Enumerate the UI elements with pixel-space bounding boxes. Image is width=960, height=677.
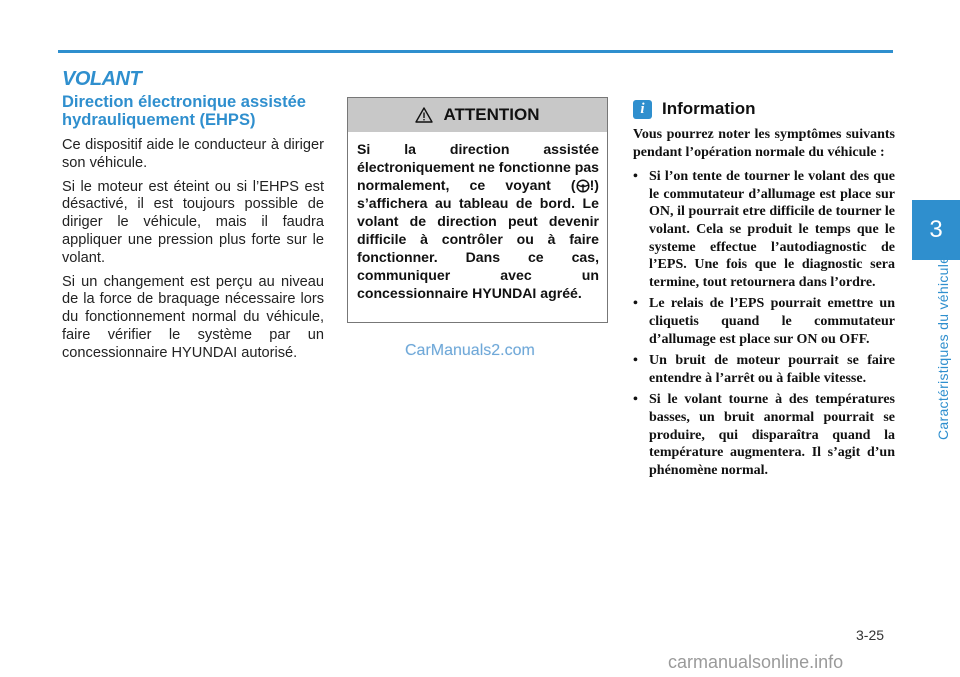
paragraph: Si le moteur est éteint ou si l’EHPS est désactivé, il est toujours possible de diriger le véhicule, mais il faudra appliquer une pression plus forte sur le volant. (62, 178, 324, 266)
subheading: Direction électronique assistée hydrauliquement (EHPS) (62, 93, 306, 129)
paragraph: Ce dispositif aide le conducteur à diriger son véhicule. (62, 137, 324, 171)
information-title: Information (662, 99, 756, 118)
chapter-label: Caractéristiques du véhicule (935, 255, 951, 440)
list-item: • Le relais de l’EPS pourrait emettre un cliquetis quand le commutateur d’allumage est place sur ON ou OFF. (633, 295, 895, 348)
chapter-tab (912, 200, 960, 260)
attention-box (347, 97, 608, 323)
information-header (633, 97, 895, 121)
attention-text (348, 132, 607, 302)
chapter-number: 3 (929, 216, 943, 243)
watermark: CarManuals2.com (405, 342, 535, 359)
steering-warning-icon (576, 179, 590, 193)
left-column (62, 93, 324, 369)
list-item: • Si le volant tourne à des températures basses, un bruit anormal pourrait se produire, qui disparaîtra quand la température augmentera. Il s’agit d’un phénomène normal. (633, 391, 895, 479)
attention-text-part1: Si la direction assistée électroniquement ne fonctionne pas normalement, ce voyant ( (357, 141, 599, 193)
info-icon: i (633, 100, 652, 119)
warning-triangle-icon (415, 107, 433, 123)
attention-title: ATTENTION (443, 105, 540, 124)
paragraph: Si un changement est perçu au niveau de la force de braquage nécessaire lors du fonctionnement normal du véhicule, faire vérifier le système par un concessionnaire HYUNDAI autorisé. (62, 273, 324, 361)
right-column (633, 97, 895, 483)
page-number: 3-25 (856, 627, 885, 643)
list-item: • Si l’on tente de tourner le volant des que le commutateur d’allumage est place sur ON, il pourrait etre difficile de tourner le volant. Cela se produit le temps que le systeme effectue l’autodiagnostic de l’EPS. Une fois que le diagnostic sera termine, tout retournera dans l’ordre. (633, 168, 895, 291)
attention-header (348, 98, 607, 132)
list-item: • Un bruit de moteur pourrait se faire entendre à l’arrêt ou à faible vitesse. (633, 352, 895, 387)
section-title: VOLANT (62, 68, 142, 90)
footer-watermark: carmanualsonline.info (668, 652, 844, 672)
attention-text-part2: !) s’affichera au tableau de bord. Le volant de direction peut devenir difficile à contrôler ou à faire fonctionner. Dans ce cas, communiquer avec un concessionnaire HYUNDAI agréé. (357, 177, 599, 301)
information-list (633, 168, 895, 479)
information-intro: Vous pourrez noter les symptômes suivants pendant l’opération normale du véhicule : (633, 127, 895, 160)
top-rule (58, 50, 893, 53)
